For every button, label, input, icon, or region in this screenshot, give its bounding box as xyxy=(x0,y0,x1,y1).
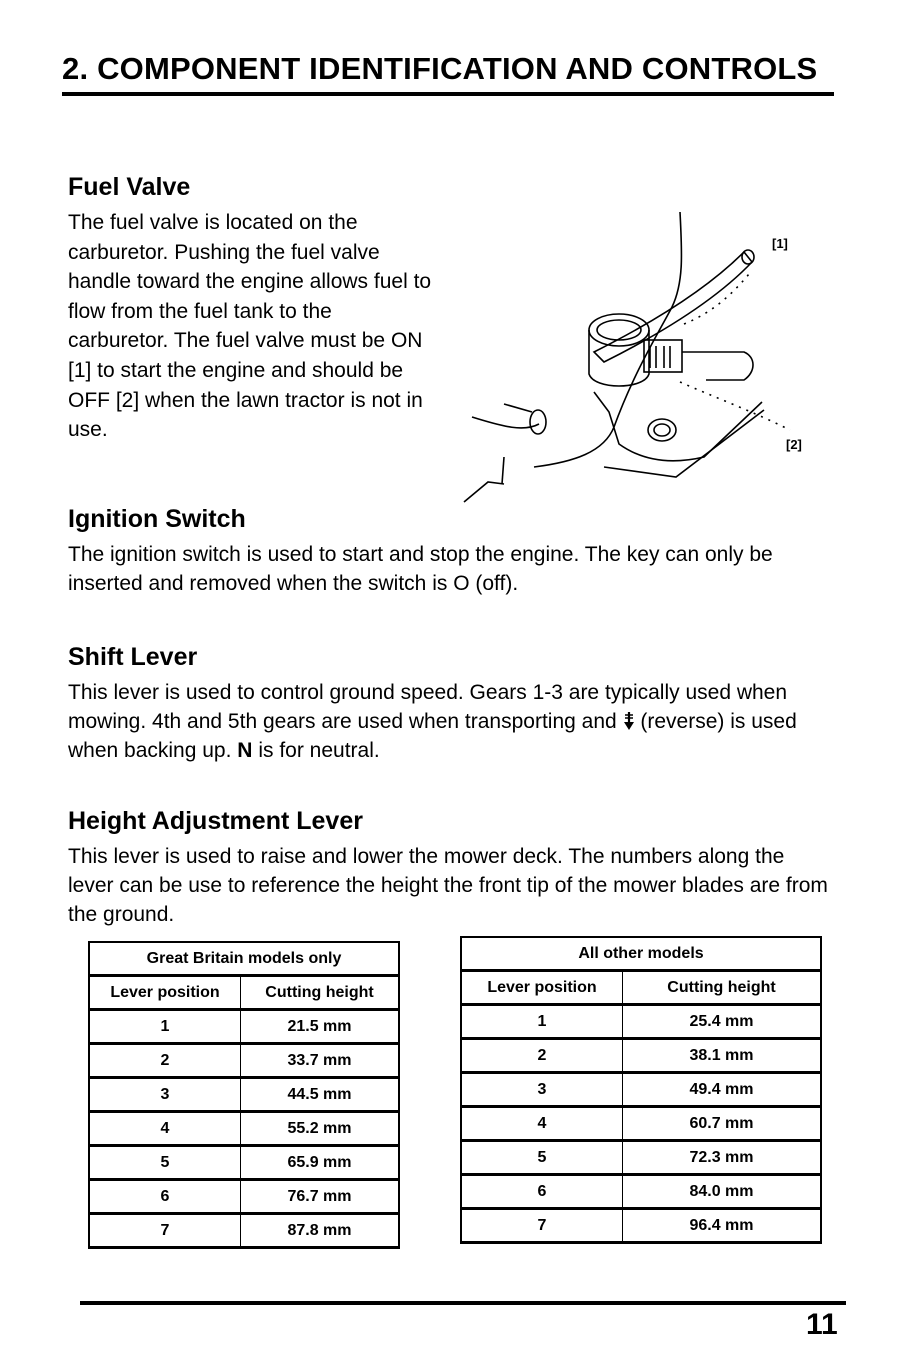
cutting-height-cell: 49.4 mm xyxy=(623,1073,822,1107)
fuel-valve-section xyxy=(68,172,438,445)
cutting-height-cell: 84.0 mm xyxy=(623,1175,822,1209)
lever-position-cell: 4 xyxy=(461,1107,623,1141)
other-models-cutting-height-table xyxy=(460,936,822,1244)
cutting-height-cell: 96.4 mm xyxy=(623,1209,822,1243)
lever-position-cell: 6 xyxy=(461,1175,623,1209)
fuel-valve-heading: Fuel Valve xyxy=(68,173,191,201)
cutting-height-cell: 60.7 mm xyxy=(623,1107,822,1141)
lever-position-cell: 5 xyxy=(461,1141,623,1175)
cutting-height-cell: 33.7 mm xyxy=(241,1044,400,1078)
fuel-valve-body: The fuel valve is located on the carburetor. Pushing the fuel valve handle toward the engine allows fuel to flow from the fuel tank to the carburetor. The fuel valve must be ON [1] to start the engine and should be OFF [2] when the lawn tractor is not in use. xyxy=(68,211,432,442)
height-adjustment-body: This lever is used to raise and lower the mower deck. The numbers along the lever can be use to reference the height the front tip of the mower blades are from the ground. xyxy=(68,845,828,926)
table-row xyxy=(89,1044,399,1078)
shift-lever-heading: Shift Lever xyxy=(68,643,198,671)
height-adjustment-section xyxy=(68,806,828,929)
lever-position-cell: 1 xyxy=(461,1005,623,1039)
callout-on: [1] xyxy=(772,236,788,251)
other-header-cutting-height: Cutting height xyxy=(623,971,822,1005)
page-header: 2. COMPONENT IDENTIFICATION AND CONTROLS xyxy=(62,50,834,96)
lever-position-cell: 1 xyxy=(89,1010,241,1044)
table-row xyxy=(461,1073,821,1107)
fuel-valve-illustration xyxy=(444,212,824,512)
fuel-valve-drawing xyxy=(444,212,824,512)
table-row xyxy=(89,1010,399,1044)
lever-position-cell: 3 xyxy=(89,1078,241,1112)
other-header-lever-position: Lever position xyxy=(461,971,623,1005)
table-row xyxy=(461,1107,821,1141)
gb-cutting-height-table xyxy=(88,941,400,1249)
reverse-icon xyxy=(623,707,635,736)
gb-header-cutting-height: Cutting height xyxy=(241,976,400,1010)
cutting-height-cell: 65.9 mm xyxy=(241,1146,400,1180)
lever-position-cell: 2 xyxy=(461,1039,623,1073)
cutting-height-cell: 44.5 mm xyxy=(241,1078,400,1112)
ignition-switch-heading: Ignition Switch xyxy=(68,505,246,533)
cutting-height-cell: 76.7 mm xyxy=(241,1180,400,1214)
cutting-height-cell: 87.8 mm xyxy=(241,1214,400,1248)
lever-position-cell: 5 xyxy=(89,1146,241,1180)
shift-lever-body-part1: This lever is used to control ground speed. Gears 1-3 are typically used when mowing. 4th and 5th gears are used when transporting and xyxy=(68,681,788,733)
table-row xyxy=(461,1039,821,1073)
lever-position-cell: 2 xyxy=(89,1044,241,1078)
table-row xyxy=(89,1078,399,1112)
footer-rule xyxy=(80,1301,846,1305)
lever-position-cell: 6 xyxy=(89,1180,241,1214)
cutting-height-cell: 72.3 mm xyxy=(623,1141,822,1175)
lever-position-cell: 4 xyxy=(89,1112,241,1146)
table-row xyxy=(461,1175,821,1209)
ignition-switch-body: The ignition switch is used to start and stop the engine. The key can only be inserted and removed when the switch is O (off). xyxy=(68,543,773,595)
gb-table-caption: Great Britain models only xyxy=(89,942,399,976)
lever-position-cell: 7 xyxy=(461,1209,623,1243)
cutting-height-cell: 55.2 mm xyxy=(241,1112,400,1146)
table-row xyxy=(89,1180,399,1214)
shift-lever-body-part3: is for neutral. xyxy=(258,739,380,762)
shift-lever-body xyxy=(68,678,828,765)
table-row xyxy=(461,1141,821,1175)
shift-lever-body-part2: (reverse) is used when backing up. xyxy=(68,710,797,762)
lever-position-cell: 3 xyxy=(461,1073,623,1107)
table-row xyxy=(89,1146,399,1180)
cutting-height-cell: 38.1 mm xyxy=(623,1039,822,1073)
cutting-height-cell: 25.4 mm xyxy=(623,1005,822,1039)
ignition-switch-section xyxy=(68,504,828,598)
lever-position-cell: 7 xyxy=(89,1214,241,1248)
other-table-caption: All other models xyxy=(461,937,821,971)
table-row xyxy=(89,1214,399,1248)
table-row xyxy=(89,1112,399,1146)
callout-off: [2] xyxy=(786,437,802,452)
gb-header-lever-position: Lever position xyxy=(89,976,241,1010)
height-adjustment-heading: Height Adjustment Lever xyxy=(68,807,363,835)
neutral-letter: N xyxy=(237,739,253,762)
cutting-height-cell: 21.5 mm xyxy=(241,1010,400,1044)
table-row xyxy=(461,1209,821,1243)
table-row xyxy=(461,1005,821,1039)
page-number: 11 xyxy=(806,1308,838,1341)
shift-lever-section xyxy=(68,642,828,765)
